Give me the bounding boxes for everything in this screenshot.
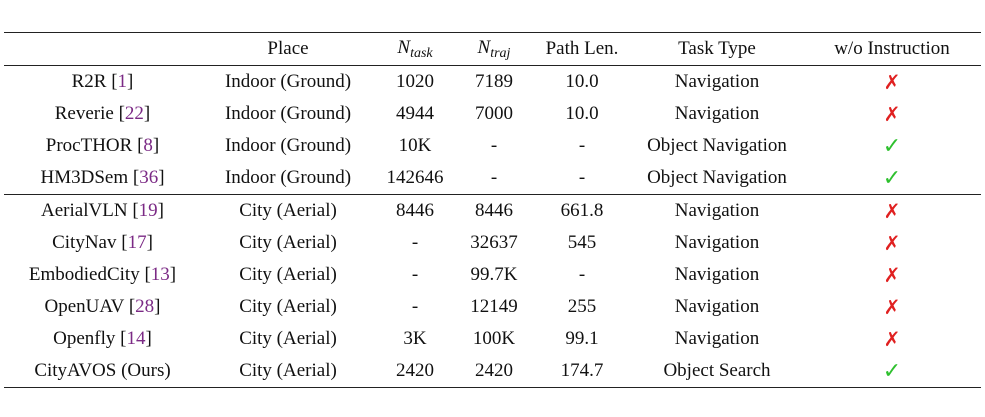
citation-link[interactable]: 8 bbox=[143, 135, 153, 156]
citation-link[interactable]: 19 bbox=[138, 200, 158, 221]
place-cell: Indoor (Ground) bbox=[224, 103, 352, 124]
dataset-name: CityNav bbox=[52, 232, 117, 253]
citation-link[interactable]: 14 bbox=[126, 328, 146, 349]
task-type-cell: Navigation bbox=[674, 296, 760, 317]
dataset-name: CityAVOS (Ours) bbox=[34, 360, 171, 381]
place-cell: City (Aerial) bbox=[239, 200, 337, 221]
table-row bbox=[4, 355, 981, 388]
n-traj-cell: 7000 bbox=[475, 103, 513, 124]
dataset-cell: R2R [1] bbox=[71, 71, 134, 92]
dataset-cell: Openfly [14] bbox=[53, 328, 152, 349]
n-traj-symbol: $N_{traj}$ bbox=[477, 36, 511, 61]
check-mark-icon: ✓ bbox=[882, 133, 902, 158]
n-task-cell: 3K bbox=[403, 328, 427, 349]
place-cell: Indoor (Ground) bbox=[224, 135, 352, 156]
dataset-cell: OpenUAV [28] bbox=[44, 296, 161, 317]
dataset-cell: Reverie [22] bbox=[54, 103, 151, 124]
table-row bbox=[4, 162, 981, 195]
check-mark-icon: ✓ bbox=[882, 358, 902, 383]
citation-link[interactable]: 36 bbox=[139, 167, 159, 188]
citation-link[interactable]: 17 bbox=[127, 232, 147, 253]
n-task-cell: - bbox=[411, 296, 419, 317]
header-n-task bbox=[375, 33, 455, 66]
table-body bbox=[4, 66, 981, 388]
header-wo-instruction: w/o Instruction bbox=[834, 38, 950, 59]
task-type-cell: Navigation bbox=[674, 200, 760, 221]
table-row bbox=[4, 130, 981, 162]
wo-instruction-cell bbox=[803, 323, 981, 355]
task-type-cell: Navigation bbox=[674, 328, 760, 349]
dataset-name: OpenUAV bbox=[44, 296, 125, 317]
task-type-cell: Navigation bbox=[674, 264, 760, 285]
n-traj-cell: 12149 bbox=[470, 296, 518, 317]
cross-mark-icon: ✗ bbox=[883, 264, 901, 287]
task-type-cell: Object Navigation bbox=[647, 135, 787, 156]
citation-link[interactable]: 13 bbox=[150, 264, 170, 285]
citation-link[interactable]: 1 bbox=[117, 71, 128, 92]
n-traj-cell: - bbox=[490, 135, 498, 156]
path-len-cell: 10.0 bbox=[565, 71, 599, 92]
cross-mark-icon: ✗ bbox=[883, 71, 901, 94]
header-place: Place bbox=[267, 38, 309, 59]
dataset-cell: AerialVLN [19] bbox=[41, 200, 164, 221]
place-cell: City (Aerial) bbox=[239, 360, 337, 381]
n-task-cell: 142646 bbox=[386, 167, 444, 188]
header-n-traj bbox=[455, 33, 533, 66]
wo-instruction-cell bbox=[803, 162, 981, 195]
path-len-cell: - bbox=[578, 135, 586, 156]
comparison-table bbox=[4, 32, 981, 388]
place-cell: City (Aerial) bbox=[239, 296, 337, 317]
dataset-cell bbox=[4, 355, 201, 388]
table-row bbox=[4, 259, 981, 291]
task-type-cell: Navigation bbox=[674, 103, 760, 124]
wo-instruction-cell bbox=[803, 259, 981, 291]
n-task-cell: 2420 bbox=[396, 360, 434, 381]
table-row bbox=[4, 98, 981, 130]
dataset-name: HM3DSem bbox=[40, 167, 129, 188]
n-traj-cell: 32637 bbox=[470, 232, 518, 253]
header-row bbox=[4, 33, 981, 66]
wo-instruction-cell bbox=[803, 195, 981, 228]
dataset-name: Openfly bbox=[53, 328, 116, 349]
n-task-cell: - bbox=[411, 232, 419, 253]
n-traj-cell: 2420 bbox=[475, 360, 513, 381]
path-len-cell: 255 bbox=[567, 296, 597, 317]
path-len-cell: - bbox=[578, 264, 586, 285]
header-task-type: Task Type bbox=[678, 38, 756, 59]
citation-link[interactable]: 28 bbox=[135, 296, 155, 317]
n-task-cell: 8446 bbox=[396, 200, 434, 221]
task-type-cell: Navigation bbox=[674, 71, 760, 92]
dataset-name: EmbodiedCity bbox=[28, 264, 140, 285]
cross-mark-icon: ✗ bbox=[883, 200, 901, 223]
header-path-len: Path Len. bbox=[545, 38, 619, 59]
cross-mark-icon: ✗ bbox=[883, 232, 901, 255]
cross-mark-icon: ✗ bbox=[883, 103, 901, 126]
place-cell: City (Aerial) bbox=[239, 328, 337, 349]
place-cell: City (Aerial) bbox=[239, 232, 337, 253]
path-len-cell: 545 bbox=[567, 232, 597, 253]
n-task-cell: 10K bbox=[398, 135, 432, 156]
cross-mark-icon: ✗ bbox=[883, 328, 901, 351]
task-type-cell: Navigation bbox=[674, 232, 760, 253]
table-row bbox=[4, 291, 981, 323]
path-len-cell: 99.1 bbox=[565, 328, 599, 349]
wo-instruction-cell bbox=[803, 227, 981, 259]
task-type-cell: Object Navigation bbox=[647, 167, 787, 188]
path-len-cell: 661.8 bbox=[560, 200, 604, 221]
task-type-cell: Object Search bbox=[663, 360, 771, 381]
wo-instruction-cell bbox=[803, 130, 981, 162]
n-task-cell: - bbox=[411, 264, 419, 285]
wo-instruction-cell bbox=[803, 98, 981, 130]
path-len-cell: 174.7 bbox=[560, 360, 604, 381]
place-cell: Indoor (Ground) bbox=[224, 167, 352, 188]
dataset-name: R2R bbox=[71, 71, 107, 92]
n-traj-cell: - bbox=[490, 167, 498, 188]
wo-instruction-cell bbox=[803, 66, 981, 99]
path-len-cell: 10.0 bbox=[565, 103, 599, 124]
wo-instruction-cell bbox=[803, 291, 981, 323]
dataset-name: Reverie bbox=[54, 103, 114, 124]
dataset-cell: CityNav [17] bbox=[52, 232, 153, 253]
header-dataset bbox=[4, 33, 201, 66]
dataset-name: AerialVLN bbox=[41, 200, 128, 221]
check-mark-icon: ✓ bbox=[882, 165, 902, 190]
wo-instruction-cell bbox=[803, 355, 981, 388]
citation-link[interactable]: 22 bbox=[124, 103, 144, 124]
table-row bbox=[4, 195, 981, 228]
table-row bbox=[4, 323, 981, 355]
place-cell: Indoor (Ground) bbox=[224, 71, 352, 92]
n-traj-cell: 100K bbox=[472, 328, 516, 349]
n-task-symbol: $N_{task}$ bbox=[397, 36, 433, 61]
path-len-cell: - bbox=[578, 167, 586, 188]
n-task-cell: 1020 bbox=[396, 71, 434, 92]
n-traj-cell: 7189 bbox=[475, 71, 513, 92]
place-cell: City (Aerial) bbox=[239, 264, 337, 285]
n-task-cell: 4944 bbox=[396, 103, 434, 124]
cross-mark-icon: ✗ bbox=[883, 296, 901, 319]
n-traj-cell: 99.7K bbox=[470, 264, 518, 285]
dataset-cell: EmbodiedCity [13] bbox=[28, 264, 177, 285]
dataset-cell: ProcTHOR [8] bbox=[45, 135, 160, 156]
dataset-cell: HM3DSem [36] bbox=[40, 167, 165, 188]
dataset-name: ProcTHOR bbox=[45, 135, 133, 156]
table-row bbox=[4, 227, 981, 259]
table-row bbox=[4, 66, 981, 99]
n-traj-cell: 8446 bbox=[475, 200, 513, 221]
